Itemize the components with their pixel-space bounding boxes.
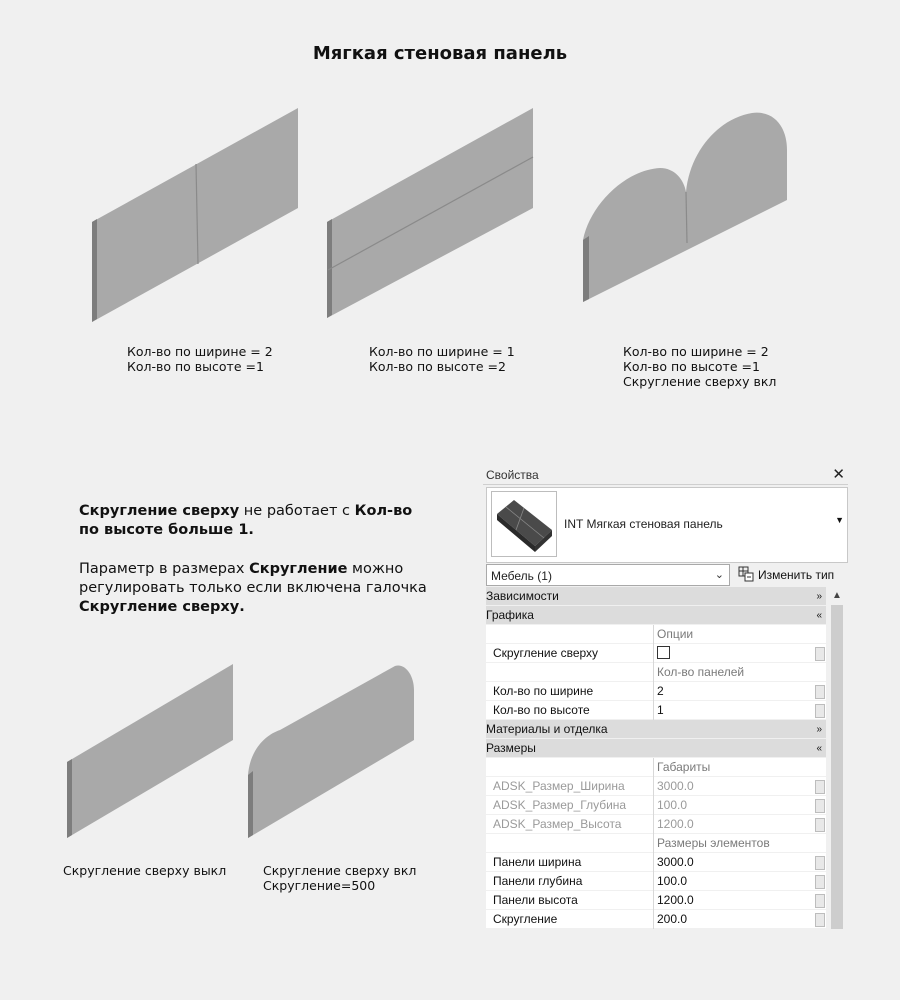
- collapse-toggle-icon[interactable]: «: [816, 743, 822, 754]
- property-row: [486, 682, 826, 701]
- category-filter-value: Мебель (1): [491, 569, 552, 583]
- property-subgroup-label: Размеры элементов: [657, 836, 770, 850]
- type-preview-thumbnail: [491, 491, 557, 557]
- associate-parameter-button[interactable]: [815, 913, 825, 927]
- edit-type-label: Изменить тип: [758, 568, 835, 582]
- property-subgroup-label: Габариты: [657, 760, 711, 774]
- property-row: [486, 910, 826, 929]
- associate-parameter-button[interactable]: [815, 818, 825, 832]
- caption-line: Скругление сверху вкл: [263, 863, 417, 878]
- caption-panel-3: [623, 344, 776, 389]
- panel-2-width1-height2: [327, 108, 533, 318]
- property-value: 3000.0: [657, 779, 694, 793]
- property-value[interactable]: 2: [657, 684, 664, 698]
- property-group-header[interactable]: [486, 606, 826, 625]
- property-subgroup-header: [486, 834, 826, 853]
- property-row: [486, 644, 826, 663]
- associate-parameter-button[interactable]: [815, 704, 825, 718]
- property-key: Кол-во по высоте: [486, 701, 654, 720]
- caption-line: Кол-во по высоте =2: [369, 359, 506, 374]
- type-name: INT Мягкая стеновая панель: [564, 517, 723, 531]
- note-text: Параметр в размерах: [79, 561, 250, 577]
- property-key-cell: [486, 663, 654, 682]
- property-row: [486, 796, 826, 815]
- property-row: [486, 853, 826, 872]
- property-value: 1200.0: [657, 817, 694, 831]
- property-group-label: Зависимости: [486, 589, 559, 603]
- note-text: не работает с: [239, 503, 355, 519]
- caption-panel-1: [127, 344, 273, 374]
- caption-panel-4: [63, 863, 226, 878]
- type-selector[interactable]: [486, 487, 848, 563]
- caption-line: Кол-во по высоте =1: [623, 359, 760, 374]
- caption-line: Скругление сверху вкл: [623, 374, 777, 389]
- property-value[interactable]: 1: [657, 703, 664, 717]
- panel-1-width2-height1: [92, 108, 298, 322]
- panel-4-rounding-off: [67, 664, 233, 838]
- palette-title: Свойства: [486, 468, 539, 482]
- associate-parameter-button[interactable]: [815, 685, 825, 699]
- property-subgroup-header: [486, 758, 826, 777]
- property-key: Панели ширина: [486, 853, 654, 872]
- chevron-down-icon: ⌄: [714, 569, 724, 581]
- page-title: Мягкая стеновая панель: [312, 43, 568, 64]
- property-group-header[interactable]: [486, 739, 826, 758]
- caption-panel-5: [263, 863, 416, 893]
- property-key: ADSK_Размер_Ширина: [486, 777, 654, 796]
- palette-scrollbar[interactable]: [828, 587, 846, 931]
- property-row: [486, 777, 826, 796]
- property-key: Кол-во по ширине: [486, 682, 654, 701]
- property-group-header[interactable]: [486, 720, 826, 739]
- caption-line: Скругление=500: [263, 878, 376, 893]
- associate-parameter-button[interactable]: [815, 856, 825, 870]
- property-key: Панели глубина: [486, 872, 654, 891]
- property-row: [486, 815, 826, 834]
- category-filter-select[interactable]: [486, 564, 730, 586]
- property-value[interactable]: 3000.0: [657, 855, 694, 869]
- panel-preview-icon: [492, 492, 556, 556]
- property-key: ADSK_Размер_Глубина: [486, 796, 654, 815]
- property-value[interactable]: 1200.0: [657, 893, 694, 907]
- caption-panel-2: [369, 344, 515, 374]
- associate-parameter-button[interactable]: [815, 799, 825, 813]
- property-row: [486, 872, 826, 891]
- note-emphasis: Скругление: [249, 561, 348, 577]
- property-key-cell: [486, 834, 654, 853]
- edit-type-icon: [738, 566, 754, 582]
- caption-line: Скругление сверху выкл: [63, 863, 227, 878]
- note-emphasis: Скругление сверху.: [79, 599, 245, 615]
- associate-parameter-button[interactable]: [815, 780, 825, 794]
- property-key: Скругление сверху: [486, 644, 654, 663]
- note-rounding-parameter: [79, 560, 429, 617]
- property-key: Панели высота: [486, 891, 654, 910]
- property-value: 100.0: [657, 798, 688, 812]
- property-subgroup-label: Кол-во панелей: [657, 665, 745, 679]
- caption-line: Кол-во по ширине = 2: [127, 344, 273, 359]
- dropdown-arrow-icon[interactable]: ▼: [835, 515, 844, 525]
- collapse-toggle-icon[interactable]: »: [816, 591, 822, 602]
- property-value-cell: [657, 644, 817, 663]
- property-row: [486, 701, 826, 720]
- properties-grid: [486, 587, 826, 929]
- property-value[interactable]: 200.0: [657, 912, 688, 926]
- property-value[interactable]: 100.0: [657, 874, 688, 888]
- rounding-top-checkbox[interactable]: [657, 646, 670, 659]
- note-emphasis: Кол-во по высоте больше 1.: [79, 503, 413, 538]
- caption-line: Кол-во по ширине = 2: [623, 344, 769, 359]
- collapse-toggle-icon[interactable]: «: [816, 610, 822, 621]
- note-emphasis: Скругление сверху: [79, 503, 240, 519]
- note-text: можно регулировать только если включена галочка: [79, 561, 427, 596]
- palette-divider: [483, 484, 848, 485]
- property-group-label: Материалы и отделка: [486, 722, 608, 736]
- caption-line: Кол-во по высоте =1: [127, 359, 264, 374]
- property-key: ADSK_Размер_Высота: [486, 815, 654, 834]
- property-group-header[interactable]: [486, 587, 826, 606]
- property-row: [486, 891, 826, 910]
- collapse-toggle-icon[interactable]: »: [816, 724, 822, 735]
- property-subgroup-header: [486, 625, 826, 644]
- scroll-up-icon[interactable]: ▲: [832, 590, 842, 601]
- property-key: Скругление: [486, 910, 654, 929]
- property-key-cell: [486, 625, 654, 644]
- edit-type-button[interactable]: [736, 565, 846, 585]
- associate-parameter-button[interactable]: [815, 647, 825, 661]
- property-subgroup-header: [486, 663, 826, 682]
- note-rounding-limitation: [79, 502, 429, 540]
- property-subgroup-label: Опции: [657, 627, 694, 641]
- panel-5-rounding-on: [248, 666, 414, 838]
- caption-line: Кол-во по ширине = 1: [369, 344, 515, 359]
- scrollbar-thumb[interactable]: [831, 605, 843, 929]
- property-key-cell: [486, 758, 654, 777]
- associate-parameter-button[interactable]: [815, 894, 825, 908]
- property-group-label: Размеры: [486, 741, 536, 755]
- properties-palette: [483, 463, 848, 933]
- close-icon[interactable]: ✕: [832, 466, 845, 483]
- associate-parameter-button[interactable]: [815, 875, 825, 889]
- panel-3-rounded-top: [583, 113, 787, 302]
- property-group-label: Графика: [486, 608, 534, 622]
